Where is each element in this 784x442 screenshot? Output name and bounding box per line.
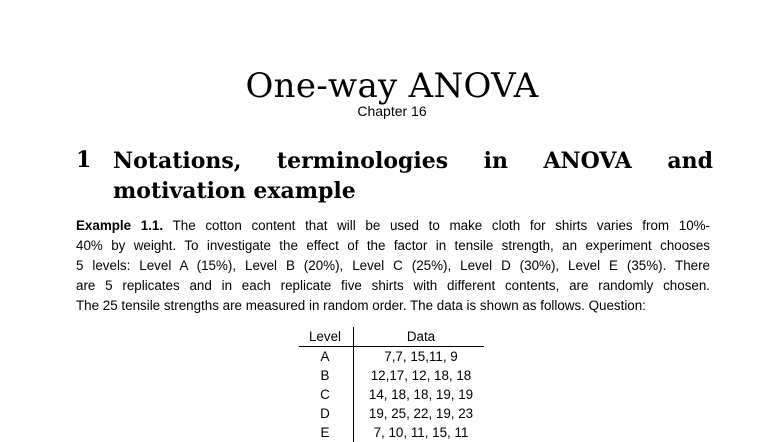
table-cell-level: A [299, 347, 354, 367]
table-cell-data: 14, 18, 18, 19, 19 [368, 387, 474, 402]
table-row [299, 423, 484, 442]
table-row [299, 347, 484, 367]
paragraph-line-text: The cotton content that will be used to make cloth for shirts varies from 10%- [172, 218, 711, 233]
paragraph-line: 40% by weight. To investigate the effect of the factor in tensile strength, an experiment chooses [76, 238, 710, 253]
data-table [299, 327, 484, 442]
paragraph-line: The 25 tensile strengths are measured in random order. The data is shown as follows. Question: [76, 298, 646, 313]
table-row [299, 366, 484, 385]
table-cell-level: E [299, 423, 354, 442]
example-paragraph [76, 216, 710, 316]
table-header-data: Data [354, 327, 485, 347]
table-cell-data: 12,17, 12, 18, 18 [370, 368, 472, 383]
table-row [299, 385, 484, 404]
table-cell-level: C [299, 385, 354, 404]
table-row [299, 404, 484, 423]
table-cell-level: D [299, 404, 354, 423]
document-subtitle: Chapter 16 [357, 103, 427, 119]
document-title: One-way ANOVA [245, 66, 539, 106]
table-cell-data: 7, 10, 11, 15, 11 [373, 425, 469, 440]
paragraph-line: 5 levels: Level A (15%), Level B (20%), Level C (25%), Level D (30%), Level E (35%). There [76, 258, 710, 273]
data-table-container [299, 327, 484, 442]
table-cell-data: 7,7, 15,11, 9 [384, 349, 458, 364]
table-cell-data: 19, 25, 22, 19, 23 [368, 406, 474, 421]
example-label: Example 1.1. [76, 218, 164, 233]
table-header-row [299, 327, 484, 347]
paragraph-line: are 5 replicates and in each replicate five shirts with different contents, are randomly chosen. [76, 278, 710, 293]
paragraph-line [76, 216, 710, 236]
section-heading: Notations, terminologies in ANOVA and motivation example [113, 148, 713, 204]
section-number: 1 [76, 147, 92, 173]
table-header-level: Level [299, 327, 354, 347]
table-cell-level: B [299, 366, 354, 385]
